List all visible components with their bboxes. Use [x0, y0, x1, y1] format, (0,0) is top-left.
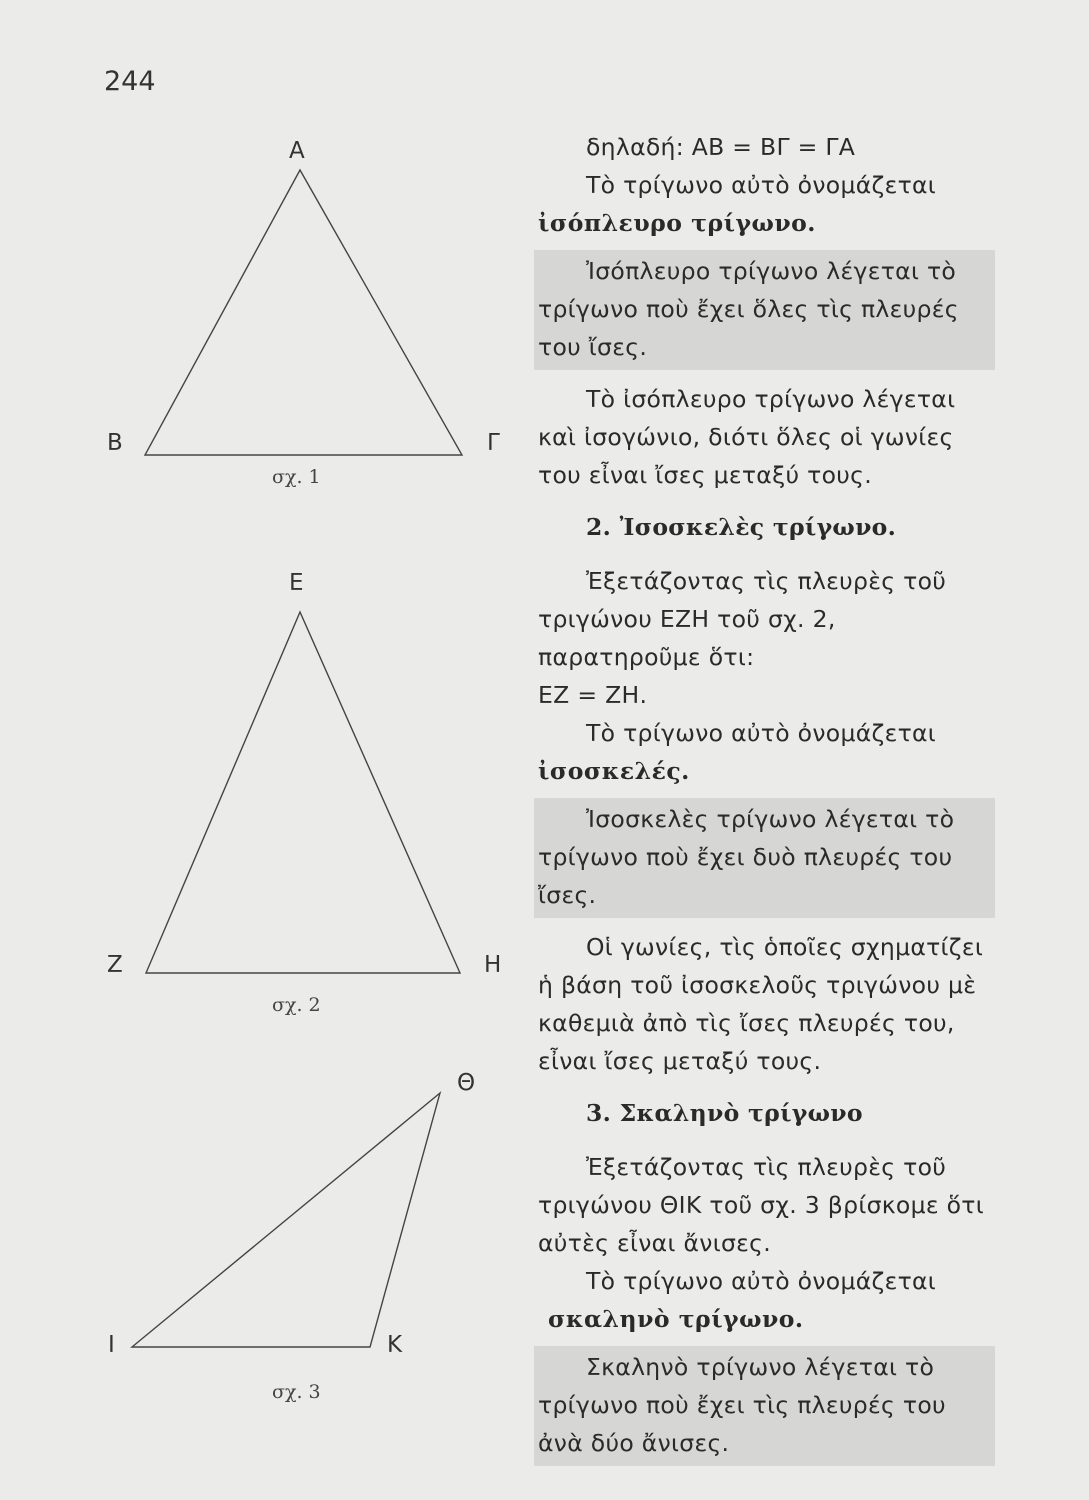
scalene-definition-box: Σκαληνὸ τρίγωνο λέγεται τὸ τρίγωνο ποὺ ἔχει τὶς πλευρές του ἀνὰ δύο ἄνισες. [534, 1346, 995, 1466]
equilateral-definition-box: Ἰσόπλευρο τρίγωνο λέγεται τὸ τρίγωνο ποὺ ἔχει ὅλες τὶς πλευρές του ἴσες. [534, 250, 995, 370]
scalene-naming-intro: Τὸ τρίγωνο αὐτὸ ὀνομάζεται [586, 1267, 937, 1295]
equilateral-triangle [145, 170, 462, 455]
vertex-label-g: Γ [487, 430, 500, 456]
vertex-label-b: Β [107, 430, 123, 456]
figure-3-caption: σχ. 3 [272, 1381, 321, 1403]
vertex-label-i: Ι [108, 1332, 115, 1358]
vertex-label-a: Α [289, 138, 305, 164]
vertex-label-z: Ζ [107, 952, 123, 978]
vertex-label-k: Κ [387, 1332, 403, 1358]
scalene-term: σκαληνὸ τρίγωνο. [548, 1305, 804, 1333]
equilateral-term: ἰσόπλευρο τρίγωνο. [538, 209, 816, 237]
scalene-triangle [132, 1093, 440, 1347]
isosceles-intro: Ἐξετάζοντας τὶς πλευρὲς τοῦ τριγώνου ΕΖΗ τοῦ σχ. 2, παρατηροῦμε ὅτι: [538, 567, 947, 671]
isosceles-equation: ΕΖ = ΖΗ. [538, 681, 648, 709]
scalene-heading: 3. Σκαληνὸ τρίγωνο [586, 1099, 863, 1127]
equilateral-naming-intro: Τὸ τρίγωνο αὐτὸ ὀνομάζεται [586, 171, 937, 199]
isosceles-term: ἰσοσκελές. [538, 757, 690, 785]
page-number: 244 [104, 66, 156, 97]
equilateral-note: Τὸ ἰσόπλευρο τρίγωνο λέγεται καὶ ἰσογώνιο, διότι ὅλες οἱ γωνίες του εἶναι ἴσες μεταξύ τους. [538, 385, 956, 489]
triangle-figures [0, 0, 530, 1500]
figure-1-caption: σχ. 1 [272, 466, 321, 488]
scalene-intro: Ἐξετάζοντας τὶς πλευρὲς τοῦ τριγώνου ΘΙΚ τοῦ σχ. 3 βρίσκομε ὅτι αὐτὲς εἶναι ἄνισες. [538, 1153, 984, 1257]
equilateral-equation: δηλαδή: ΑΒ = ΒΓ = ΓΑ [586, 133, 856, 161]
isosceles-definition-box: Ἰσοσκελὲς τρίγωνο λέγεται τὸ τρίγωνο ποὺ ἔχει δυὸ πλευρές του ἴσες. [534, 798, 995, 918]
vertex-label-e: Ε [289, 570, 304, 596]
isosceles-note: Οἱ γωνίες, τὶς ὁποῖες σχηματίζει ἡ βάση τοῦ ἰσοσκελοῦς τριγώνου μὲ καθεμιὰ ἀπὸ τὶς ἴσες πλευρές του, εἶναι ἴσες μεταξύ τους. [538, 933, 984, 1075]
isosceles-naming-intro: Τὸ τρίγωνο αὐτὸ ὀνομάζεται [586, 719, 937, 747]
vertex-label-h: Η [484, 952, 502, 978]
text-column [538, 128, 985, 1476]
figures-column [0, 0, 530, 1500]
isosceles-heading: 2. Ἰσοσκελὲς τρίγωνο. [586, 513, 897, 541]
vertex-label-th: Θ [457, 1070, 476, 1096]
figure-2-caption: σχ. 2 [272, 994, 321, 1016]
isosceles-triangle [146, 612, 460, 973]
